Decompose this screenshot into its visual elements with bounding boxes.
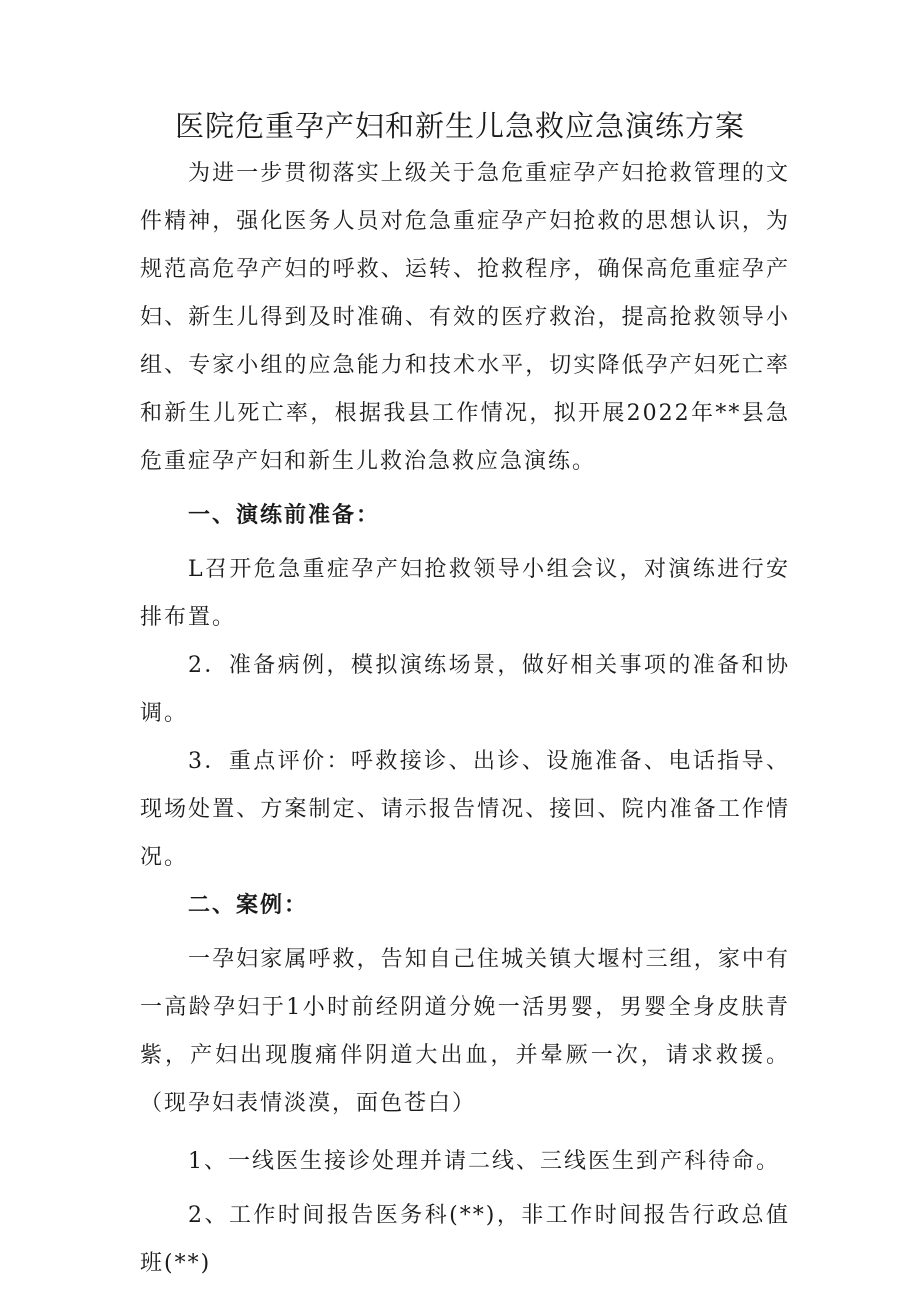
case-paragraph: 一孕妇家属呼救，告知自己住城关镇大堰村三组，家中有一高龄孕妇于1小时前经阴道分娩一活男婴，男婴全身皮肤青紫，产妇出现腹痛伴阴道大出血，并晕厥一次，请求救援。（现孕妇表情淡漠，面色苍白） xyxy=(140,947,790,1116)
preparation-item-2: 2．准备病例，模拟演练场景，做好相关事项的准备和协调。 xyxy=(140,653,790,726)
preparation-item-1: L召开危急重症孕产妇抢救领导小组会议，对演练进行安排布置。 xyxy=(140,557,790,630)
section-heading-case: 二、案例： xyxy=(188,893,309,918)
case-step-2: 2、工作时间报告医务科(**)，非工作时间报告行政总值班(**) xyxy=(140,1203,790,1276)
section-heading-preparation: 一、演练前准备： xyxy=(188,503,381,528)
document-body xyxy=(140,150,790,1288)
document-title: 医院危重孕产妇和新生儿急救应急演练方案 xyxy=(174,109,745,143)
intro-paragraph: 为进一步贯彻落实上级关于急危重症孕产妇抢救管理的文件精神，强化医务人员对危急重症孕产妇抢救的思想认识，为规范高危孕产妇的呼救、运转、抢救程序，确保高危重症孕产妇、新生儿得到及时准确、有效的医疗救治，提高抢救领导小组、专家小组的应急能力和技术水平，切实降低孕产妇死亡率和新生儿死亡率，根据我县工作情况，拟开展2022年**县急危重症孕产妇和新生儿救治急救应急演练。 xyxy=(140,161,790,474)
case-step-1: 1、一线医生接诊处理并请二线、三线医生到产科待命。 xyxy=(188,1149,780,1174)
preparation-item-3: 3．重点评价：呼救接诊、出诊、设施准备、电话指导、现场处置、方案制定、请示报告情况、接回、院内准备工作情况。 xyxy=(140,749,790,870)
